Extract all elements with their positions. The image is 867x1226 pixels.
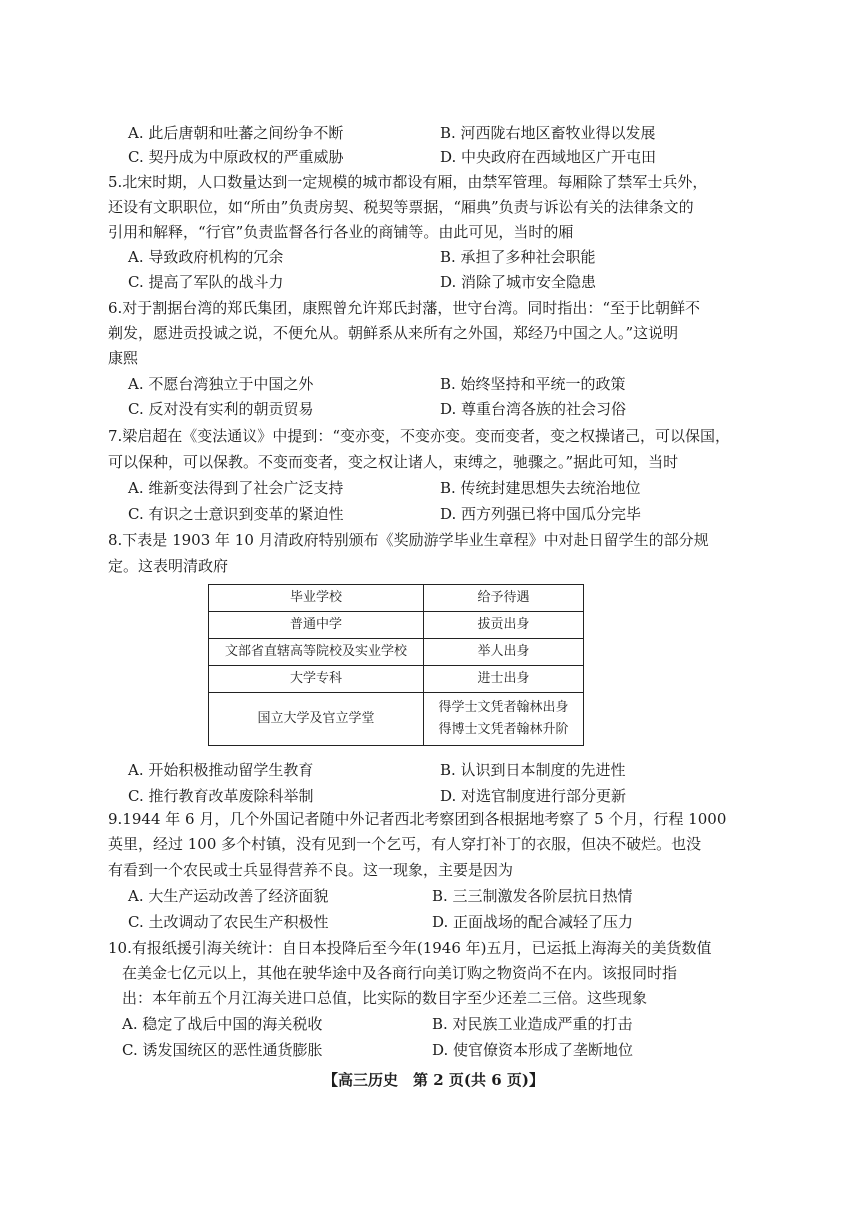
q4-option-a: A. 此后唐朝和吐蕃之间纷争不断 <box>128 124 344 142</box>
table-cell-school: 文部省直辖高等院校及实业学校 <box>209 639 424 666</box>
table-cell-school: 国立大学及官立学堂 <box>209 693 424 746</box>
q7-option-b: B. 传统封建思想失去统治地位 <box>440 479 641 497</box>
q9-option-d: D. 正面战场的配合减轻了压力 <box>432 913 634 931</box>
table-row <box>209 666 584 693</box>
q4-option-d: D. 中央政府在西域地区广开屯田 <box>440 148 657 166</box>
q6-stem-line-2: 剃发，愿进贡投诚之说，不便允从。朝鲜系从来所有之外国，郑经乃中国之人。”这说明 <box>108 324 679 342</box>
q6-option-c: C. 反对没有实利的朝贡贸易 <box>128 400 314 418</box>
q10-stem-line-3: 出：本年前五个月江海关进口总值，比实际的数目字至少还差二三倍。这些现象 <box>122 989 648 1007</box>
table-cell-treatment: 拔贡出身 <box>424 612 584 639</box>
q5-stem-line-2: 还设有文职职位，如“所由”负责房契、税契等票据，“厢典”负责与诉讼有关的法律条文的 <box>108 198 694 216</box>
q9-stem-line-3: 有看到一个农民或士兵显得营养不良。这一现象，主要是因为 <box>108 861 514 879</box>
treatment-doctor: 得博士文凭者翰林升阶 <box>438 722 569 737</box>
q4-option-b: B. 河西陇右地区畜牧业得以发展 <box>440 124 656 142</box>
q8-stem-line-1: 8.下表是 1903 年 10 月清政府特别颁布《奖励游学毕业生章程》中对赴日留学生的部分规 <box>108 531 709 549</box>
q10-option-c: C. 诱发国统区的恶性通货膨胀 <box>122 1041 323 1059</box>
q6-option-b: B. 始终坚持和平统一的政策 <box>440 375 626 393</box>
q5-option-b: B. 承担了多种社会职能 <box>440 248 596 266</box>
q9-stem-line-2: 英里，经过 100 多个村镇，没有见到一个乞丐，有人穿打补丁的衣服，但决不破烂。也没 <box>108 835 702 853</box>
q5-stem-line-3: 引用和解释，“行官”负责监督各行各业的商铺等。由此可见，当时的厢 <box>108 223 574 241</box>
page-footer: 【高三历史 第 2 页(共 6 页)】 <box>323 1071 544 1089</box>
q8-option-a: A. 开始积极推动留学生教育 <box>128 761 314 779</box>
q10-option-b: B. 对民族工业造成严重的打击 <box>432 1015 633 1033</box>
q5-option-d: D. 消除了城市安全隐患 <box>440 273 597 291</box>
q7-stem-line-1: 7.梁启超在《变法通议》中提到：“变亦变，不变亦变。变而变者，变之权操诸己，可以保国， <box>108 427 730 445</box>
q6-option-a: A. 不愿台湾独立于中国之外 <box>128 375 314 393</box>
q10-option-a: A. 稳定了战后中国的海关税收 <box>122 1015 323 1033</box>
award-table <box>208 584 584 746</box>
q7-option-c: C. 有识之士意识到变革的紧迫性 <box>128 505 344 523</box>
q5-option-c: C. 提高了军队的战斗力 <box>128 273 284 291</box>
q8-option-b: B. 认识到日本制度的先进性 <box>440 761 626 779</box>
table-header-school: 毕业学校 <box>209 585 424 612</box>
table-cell-treatment <box>424 693 584 746</box>
table-cell-school: 普通中学 <box>209 612 424 639</box>
q5-stem-line-1: 5.北宋时期，人口数量达到一定规模的城市都设有厢，由禁军管理。每厢除了禁军士兵外， <box>108 173 708 191</box>
table-cell-treatment: 举人出身 <box>424 639 584 666</box>
table-cell-treatment: 进士出身 <box>424 666 584 693</box>
q10-stem-line-1: 10.有报纸援引海关统计：自日本投降后至今年(1946 年)五月，已运抵上海海关的美货数值 <box>108 939 712 957</box>
table-header-treatment: 给予待遇 <box>424 585 584 612</box>
q9-option-a: A. 大生产运动改善了经济面貌 <box>128 887 329 905</box>
q7-option-a: A. 维新变法得到了社会广泛支持 <box>128 479 344 497</box>
q7-stem-line-2: 可以保种，可以保教。不变而变者，变之权让诸人，束缚之，驰骤之。”据此可知，当时 <box>108 453 679 471</box>
q8-option-c: C. 推行教育改革废除科举制 <box>128 787 314 805</box>
q6-stem-line-3: 康熙 <box>108 349 139 367</box>
q8-option-d: D. 对选官制度进行部分更新 <box>440 787 627 805</box>
q7-option-d: D. 西方列强已将中国瓜分完毕 <box>440 505 642 523</box>
treatment-bachelor: 得学士文凭者翰林出身 <box>438 700 569 715</box>
table-row <box>209 612 584 639</box>
table-header-row <box>209 585 584 612</box>
q9-option-b: B. 三三制激发各阶层抗日热情 <box>432 887 633 905</box>
q9-option-c: C. 土改调动了农民生产积极性 <box>128 913 329 931</box>
q10-stem-line-2: 在美金七亿元以上，其他在驶华途中及各商行向美订购之物资尚不在内。该报同时指 <box>122 964 678 982</box>
q4-option-c: C. 契丹成为中原政权的严重威胁 <box>128 148 344 166</box>
table-row <box>209 639 584 666</box>
table-row <box>209 693 584 746</box>
q10-option-d: D. 使官僚资本形成了垄断地位 <box>432 1041 634 1059</box>
table-cell-school: 大学专科 <box>209 666 424 693</box>
q6-option-d: D. 尊重台湾各族的社会习俗 <box>440 400 627 418</box>
q6-stem-line-1: 6.对于割据台湾的郑氏集团，康熙曾允许郑氏封藩，世守台湾。同时指出：“至于比朝鲜不 <box>108 299 700 317</box>
q9-stem-line-1: 9.1944 年 6 月，几个外国记者随中外记者西北考察团到各根据地考察了 5 个月，行程 1000 <box>108 810 727 828</box>
q8-stem-line-2: 定。这表明清政府 <box>108 557 229 575</box>
q5-option-a: A. 导致政府机构的冗余 <box>128 248 284 266</box>
